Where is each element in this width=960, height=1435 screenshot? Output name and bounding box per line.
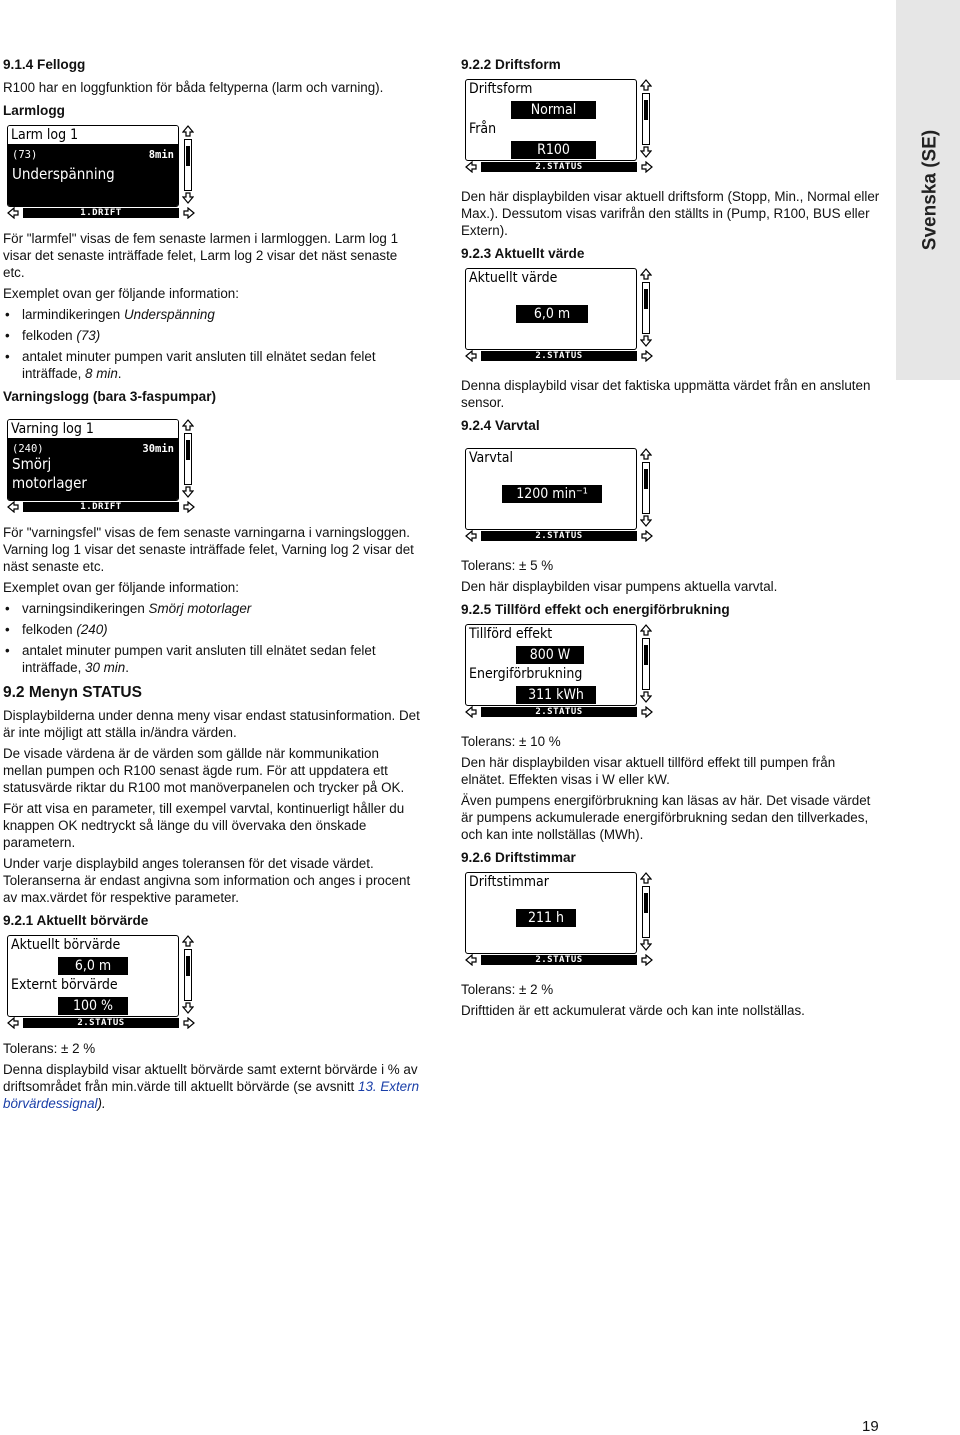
lcd-menu-label: 2.STATUS xyxy=(23,1018,179,1028)
scroll-down-icon xyxy=(640,939,652,951)
lcd-menu-bar xyxy=(465,954,657,966)
paragraph: Denna displaybild visar aktuellt börvärde samt externt börvärde i % av driftsområdet från min.värde till aktuellt börvärde (se avsnitt 13. Extern börvärdessignal). xyxy=(3,1062,420,1111)
lcd-warning-text-1: Smörj xyxy=(12,455,52,473)
scroll-down-icon xyxy=(640,691,652,703)
tolerance-text: Tolerans: ± 5 % xyxy=(461,558,554,573)
nav-right-icon xyxy=(183,501,195,513)
lcd-title: Varning log 1 xyxy=(11,421,94,437)
lcd-time: 30min xyxy=(142,443,174,455)
alarm-info-list xyxy=(3,306,421,382)
lcd-value-1: 800 W xyxy=(516,646,584,664)
list-item: • varningsindikeringen Smörj motorlager xyxy=(3,600,421,617)
nav-left-icon xyxy=(465,530,477,542)
lcd-menu-bar xyxy=(7,1017,199,1029)
scroll-up-icon xyxy=(182,125,194,137)
paragraph: Under varje displaybild anges toleransen för det visade värdet. Toleranserna är endast angivna som information och anges i procent av max.värdet för respektive parameter. xyxy=(3,856,411,905)
scroll-down-icon xyxy=(640,146,652,158)
lcd-menu-bar xyxy=(465,161,657,173)
lcd-menu-label: 2.STATUS xyxy=(481,707,637,717)
nav-right-icon xyxy=(641,161,653,173)
lcd-value-1: 6,0 m xyxy=(58,957,128,975)
paragraph: Exemplet ovan ger följande information: xyxy=(3,286,239,301)
lcd-code: (240) xyxy=(12,443,44,455)
lcd-value-2: 100 % xyxy=(58,997,128,1015)
warning-info-list xyxy=(3,600,421,676)
lcd-menu-label: 1.DRIFT xyxy=(23,502,179,512)
lcd-menu-bar xyxy=(465,706,657,718)
tolerance-text: Tolerans: ± 2 % xyxy=(3,1041,96,1056)
section-link[interactable]: 13. Extern börvärdessignal xyxy=(3,1079,420,1111)
heading-larmlogg: Larmlogg xyxy=(3,103,65,118)
heading-9-2-6: 9.2.6 Driftstimmar xyxy=(461,850,576,865)
display-power-energy xyxy=(465,624,657,719)
display-operating-hours xyxy=(465,872,657,967)
paragraph: Exemplet ovan ger följande information: xyxy=(3,580,239,595)
scroll-down-icon xyxy=(182,192,194,204)
scroll-up-icon xyxy=(640,79,652,91)
scroll-up-icon xyxy=(182,935,194,947)
nav-right-icon xyxy=(183,1017,195,1029)
display-speed xyxy=(465,448,657,543)
list-item: • felkoden (240) xyxy=(3,621,421,638)
paragraph: Även pumpens energiförbrukning kan läsas av här. Det visade värdet är pumpens ackumulerade energiförbrukning sedan den tillverkades, och kan inte nollställas (MWh). xyxy=(461,793,871,842)
scroll-up-icon xyxy=(640,624,652,636)
lcd-scrollbar xyxy=(639,624,653,704)
scroll-down-icon xyxy=(640,335,652,347)
lcd-value: 211 h xyxy=(516,909,576,927)
display-operating-mode xyxy=(465,79,657,174)
scroll-down-icon xyxy=(640,515,652,527)
nav-right-icon xyxy=(641,530,653,542)
lcd-screen xyxy=(465,624,637,706)
lcd-menu-label: 2.STATUS xyxy=(481,351,637,361)
tolerance-text: Tolerans: ± 10 % xyxy=(461,734,561,749)
lcd-menu-bar xyxy=(7,207,199,219)
heading-9-1-4: 9.1.4 Fellogg xyxy=(3,57,86,72)
lcd-scrollbar xyxy=(181,935,195,1015)
paragraph: För "larmfel" visas de fem senaste larmen i larmloggen. Larm log 1 visar det senaste inträffade felet, Larm log 2 visar det näst senaste etc. xyxy=(3,231,399,280)
lcd-screen xyxy=(7,935,179,1017)
paragraph: Den här displaybilden visar aktuell tillförd effekt till pumpen från elnätet. Effekten visas i W eller kW. xyxy=(461,755,836,787)
scroll-down-icon xyxy=(182,1002,194,1014)
lcd-value: 6,0 m xyxy=(516,305,588,323)
nav-left-icon xyxy=(7,1017,19,1029)
heading-9-2-2: 9.2.2 Driftsform xyxy=(461,57,561,72)
lcd-title-2: Externt börvärde xyxy=(11,977,118,993)
display-warning-log xyxy=(7,419,199,514)
list-item: • felkoden (73) xyxy=(3,327,421,344)
page-number: 19 xyxy=(862,1418,879,1435)
nav-right-icon xyxy=(183,207,195,219)
lcd-title-2: Energiförbrukning xyxy=(469,666,583,682)
nav-left-icon xyxy=(465,706,477,718)
paragraph: Den här displaybilden visar aktuell driftsform (Stopp, Min., Normal eller Max.). Dessutom visas varifrån den ställts in (Pump, R100, BUS eller Extern). xyxy=(461,189,880,238)
lcd-scrollbar xyxy=(639,268,653,348)
lcd-title: Larm log 1 xyxy=(11,127,79,143)
lcd-scrollbar xyxy=(181,419,195,499)
lcd-title-1: Tillförd effekt xyxy=(469,626,553,642)
nav-left-icon xyxy=(465,161,477,173)
heading-9-2-5: 9.2.5 Tillförd effekt och energiförbrukning xyxy=(461,602,730,617)
paragraph: Den här displaybilden visar pumpens aktuella varvtal. xyxy=(461,579,778,594)
paragraph: R100 har en loggfunktion för båda feltyperna (larm och varning). xyxy=(3,80,384,95)
display-actual-value xyxy=(465,268,657,363)
language-side-tab xyxy=(896,0,960,380)
lcd-title: Driftstimmar xyxy=(469,874,549,890)
lcd-title-1: Driftsform xyxy=(469,81,533,97)
right-column xyxy=(461,56,881,1023)
lcd-menu-label: 2.STATUS xyxy=(481,531,637,541)
lcd-screen xyxy=(7,125,179,207)
paragraph: För att visa en parameter, till exempel varvtal, kontinuerligt håller du knappen OK nedtryckt så länge du vill övervaka den önskade parametern. xyxy=(3,801,405,850)
lcd-value-1: Normal xyxy=(511,101,596,119)
heading-varningslogg: Varningslogg (bara 3-faspumpar) xyxy=(3,389,217,404)
nav-right-icon xyxy=(641,350,653,362)
lcd-screen xyxy=(465,268,637,350)
lcd-menu-bar xyxy=(7,501,199,513)
nav-right-icon xyxy=(641,706,653,718)
heading-9-2-1: 9.2.1 Aktuellt börvärde xyxy=(3,913,149,928)
lcd-menu-bar xyxy=(465,530,657,542)
paragraph: De visade värdena är de värden som gällde när kommunikation mellan pumpen och R100 senast ägde rum. För att uppdatera ett statusvärde riktar du R100 mot manöverpanelen och trycker på OK. xyxy=(3,746,405,795)
lcd-title-2: Från xyxy=(469,121,497,137)
paragraph: För "varningsfel" visas de fem senaste varningarna i varningsloggen. Varning log 1 visar det senaste inträffade felet, Varning log 2 visar det näst senaste etc. xyxy=(3,525,414,574)
heading-9-2: 9.2 Menyn STATUS xyxy=(3,684,142,701)
lcd-value: 1200 min⁻¹ xyxy=(502,485,602,503)
tolerance-text: Tolerans: ± 2 % xyxy=(461,982,554,997)
display-alarm-log xyxy=(7,125,199,220)
display-setpoint xyxy=(7,935,199,1030)
lcd-scrollbar xyxy=(639,872,653,952)
lcd-value-2: 311 kWh xyxy=(516,686,596,704)
list-item: • antalet minuter pumpen varit ansluten till elnätet sedan felet inträffade, 8 min. xyxy=(3,348,421,382)
lcd-screen xyxy=(7,419,179,501)
lcd-title: Varvtal xyxy=(469,450,514,466)
list-item: • antalet minuter pumpen varit ansluten till elnätet sedan felet inträffade, 30 min. xyxy=(3,642,421,676)
nav-left-icon xyxy=(7,207,19,219)
heading-9-2-3: 9.2.3 Aktuellt värde xyxy=(461,246,585,261)
lcd-title-1: Aktuellt börvärde xyxy=(11,937,121,953)
nav-left-icon xyxy=(7,501,19,513)
scroll-up-icon xyxy=(640,448,652,460)
scroll-up-icon xyxy=(182,419,194,431)
nav-left-icon xyxy=(465,350,477,362)
lcd-screen xyxy=(465,872,637,954)
lcd-screen xyxy=(465,79,637,161)
nav-right-icon xyxy=(641,954,653,966)
lcd-code: (73) xyxy=(12,149,38,161)
lcd-time: 8min xyxy=(148,149,174,161)
lcd-screen xyxy=(465,448,637,530)
scroll-up-icon xyxy=(640,268,652,280)
language-label: Svenska (SE) xyxy=(919,129,941,251)
paragraph: Displaybilderna under denna meny visar endast statusinformation. Det är inte möjligt att ställa in/ändra värden. xyxy=(3,708,420,740)
heading-9-2-4: 9.2.4 Varvtal xyxy=(461,418,540,433)
scroll-down-icon xyxy=(182,486,194,498)
lcd-value-2: R100 xyxy=(511,141,596,159)
lcd-alarm-text: Underspänning xyxy=(12,165,115,183)
paragraph: Drifttiden är ett ackumulerat värde och kan inte nollställas. xyxy=(461,1003,805,1018)
lcd-scrollbar xyxy=(639,448,653,528)
list-item: • larmindikeringen Underspänning xyxy=(3,306,421,323)
lcd-menu-label: 2.STATUS xyxy=(481,162,637,172)
lcd-title: Aktuellt värde xyxy=(469,270,558,286)
paragraph: Denna displaybild visar det faktiska uppmätta värdet från en ansluten sensor. xyxy=(461,378,871,410)
lcd-menu-bar xyxy=(465,350,657,362)
scroll-up-icon xyxy=(640,872,652,884)
lcd-menu-label: 2.STATUS xyxy=(481,955,637,965)
lcd-menu-label: 1.DRIFT xyxy=(23,208,179,218)
nav-left-icon xyxy=(465,954,477,966)
lcd-warning-text-2: motorlager xyxy=(12,474,87,492)
lcd-scrollbar xyxy=(181,125,195,205)
lcd-scrollbar xyxy=(639,79,653,159)
left-column xyxy=(3,56,421,1116)
